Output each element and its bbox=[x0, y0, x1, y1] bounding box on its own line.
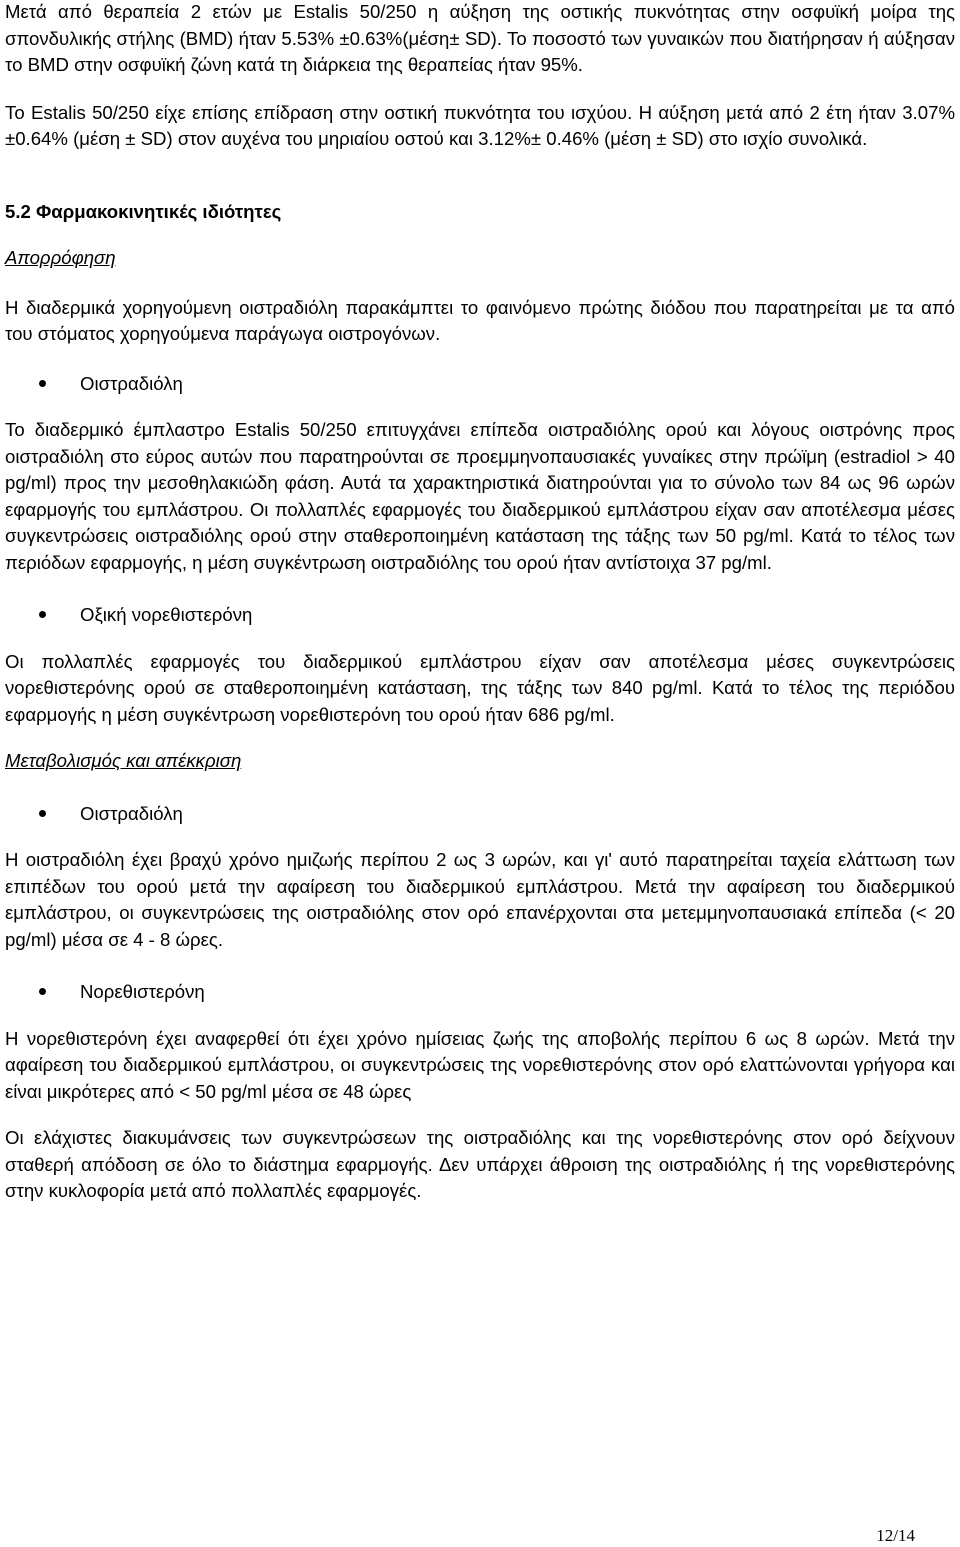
paragraph-norethisterone-elimination: Η νορεθιστερόνη έχει αναφερθεί ότι έχει χρόνο ημίσειας ζωής της αποβολής περίπου 6 ως 8 ωρών. Μετά την αφαίρεση του διαδερμικού εμπλάστρου, οι συγκεντρώσεις της νορεθιστερόνης στον ορό ελαττώνονται γρήγορα και είναι μικρότερες από < 50 pg/ml μέσα σε 48 ώρες bbox=[5, 1027, 955, 1102]
bullet-dot-icon bbox=[39, 611, 46, 618]
page-number: 12/14 bbox=[876, 1526, 915, 1545]
paragraph-fluctuations: Οι ελάχιστες διακυμάνσεις των συγκεντρώσεων της οιστραδιόλης και της νορεθιστερόνης στον ορό δείχνουν σταθερή απόδοση σε όλο το διάστημα εφαρμογής. Δεν υπάρχει άθροιση της οιστραδιόλης ή της νορεθιστερόνης στην κυκλοφορία μετά από πολλαπλές εφαρμογές. bbox=[5, 1127, 955, 1201]
bullet-dot-icon bbox=[39, 810, 46, 817]
section-heading-pharmacokinetics: 5.2 Φαρμακοκινητικές ιδιότητες bbox=[5, 200, 282, 222]
bullet-item bbox=[5, 801, 955, 828]
bullet-dot-icon bbox=[39, 380, 46, 387]
paragraph-estradiol-absorption: Το διαδερμικό έμπλαστρο Estalis 50/250 επιτυγχάνει επίπεδα οιστραδιόλης ορού και λόγους οιστρόνης προς οιστραδιόλη στο εύρος αυτών που παρατηρούνται σε προεμμηνοπαυσιακές γυναίκες στην πρώϊμη (estradiol > 40 pg/ml) προς την μεσοθηλακιώδη φάση. Αυτά τα χαρακτηριστικά διατηρούνται για το σύνολο των 84 ως 96 ωρών εφαρμογής του εμπλάστρου. Οι πολλαπλές εφαρμογές του διαδερμικού εμπλάστρου είχαν σαν αποτέλεσμα μέσες συγκεντρώσεις οιστραδιόλης ορού στην σταθεροποιημένη κατάσταση της τάξης των 50 pg/ml. Κατά το τέλος των περιόδων εφαρμογής, η μέση συγκέντρωση οιστραδιόλης του ορού ήταν αντίστοιχα 37 pg/ml. bbox=[5, 419, 955, 573]
bullet-label-norethisterone: Νορεθιστερόνη bbox=[80, 981, 205, 1002]
bullet-label-estradiol: Οιστραδιόλη bbox=[80, 802, 183, 824]
subheading-absorption: Απορρόφηση bbox=[5, 247, 116, 268]
paragraph-norethisterone-absorption: Οι πολλαπλές εφαρμογές του διαδερμικού εμπλάστρου είχαν σαν αποτέλεσμα μέσες συγκεντρώσεις νορεθιστερόνης ορού σε σταθεροποιημένη κατάσταση, της τάξης των 840 pg/ml. Κατά το τέλος της περιόδου εφαρμογής η μέση συγκέντρωση νορεθιστερόνη του ορού ήταν 686 pg/ml. bbox=[5, 650, 955, 725]
bullet-item bbox=[5, 602, 955, 629]
bullet-item bbox=[5, 371, 955, 398]
paragraph-estradiol-elimination: Η οιστραδιόλη έχει βραχύ χρόνο ημιζωής περίπου 2 ως 3 ωρών, και γι' αυτό παρατηρείται ταχεία ελάττωση των επιπέδων του ορού μετά την αφαίρεση του διαδερμικού εμπλάστρου. Μετά την αφαίρεση του διαδερμικού εμπλάστρου, οι συγκεντρώσεις της οιστραδιόλης στον ορό επανέρχονται στα μετεμμηνοπαυσιακά επίπεδα (< 20 pg/ml) μέσα σε 4 - 8 ώρες. bbox=[5, 849, 955, 950]
bullet-label-estradiol: Οιστραδιόλη bbox=[80, 372, 183, 394]
document-page bbox=[5, 0, 955, 1205]
bullet-label-norethisterone-acetate: Οξική νορεθιστερόνη bbox=[80, 604, 253, 625]
paragraph-absorption-intro: Η διαδερμικά χορηγούμενη οιστραδιόλη παρακάμπτει το φαινόμενο πρώτης διόδου που παρατηρείται με τα από του στόματος χορηγούμενα παράγωγα οιστρογόνων. bbox=[5, 296, 955, 344]
subheading-metabolism: Μεταβολισμός και απέκκριση bbox=[5, 750, 242, 771]
paragraph-bmd-hip: Το Estalis 50/250 είχε επίσης επίδραση στην οστική πυκνότητα του ισχύου. Η αύξηση μετά από 2 έτη ήταν 3.07%±0.64% (μέση ± SD) στον αυχένα του μηριαίου οστού και 3.12%± 0.46% (μέση ± SD) στο ισχίο συνολικά. bbox=[5, 101, 955, 149]
paragraph-bmd-spine: Μετά από θεραπεία 2 ετών με Estalis 50/250 η αύξηση της οστικής πυκνότητας στην οσφυϊκή μοίρα της σπονδυλικής στήλης (BMD) ήταν 5.53% ±0.63%(μέση± SD). Το ποσοστό των γυναικών που διατήρησαν ή αύξησαν το BMD στην οσφυϊκή ζώνη κατά τη διάρκεια της θεραπείας ήταν 95%. bbox=[5, 1, 955, 75]
bullet-item bbox=[5, 979, 955, 1006]
bullet-dot-icon bbox=[39, 988, 46, 995]
